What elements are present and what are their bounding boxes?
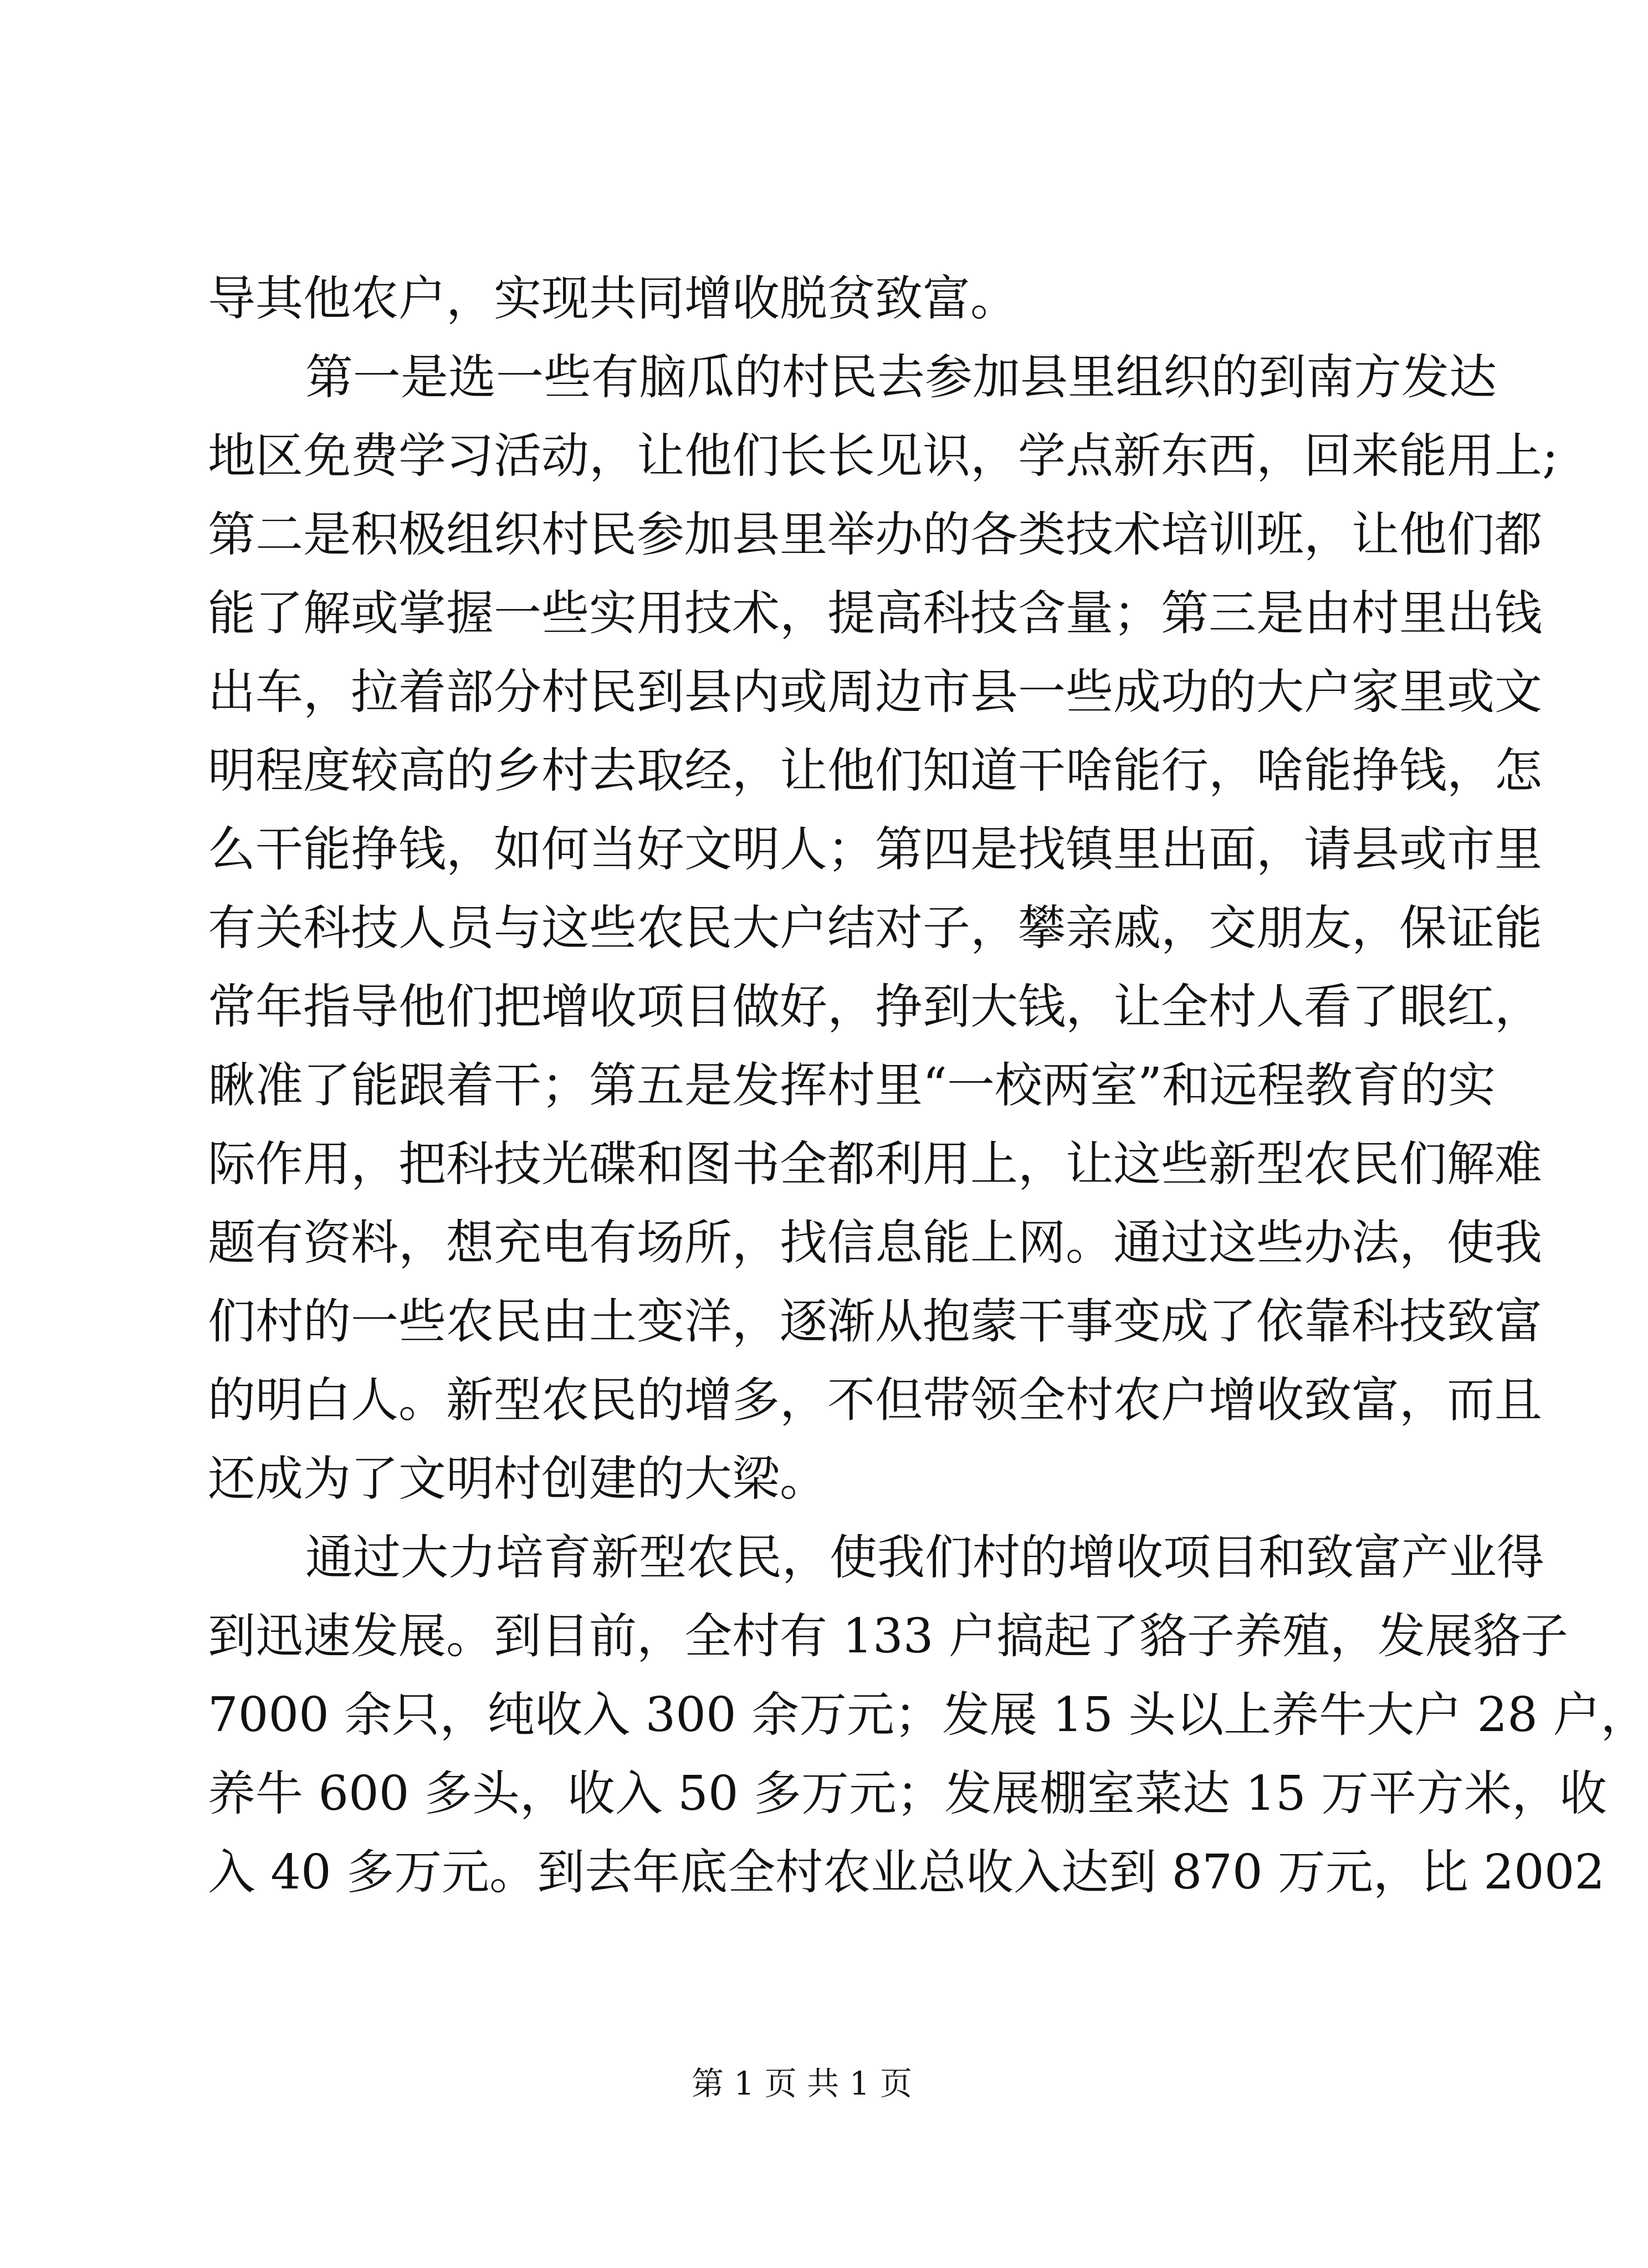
paragraph-line: 养牛 600 多头，收入 50 多万元；发展棚室菜达 15 万平方米，收 — [208, 1766, 1608, 1821]
paragraph-line: 有关科技人员与这些农民大户结对子，攀亲戚，交朋友，保证能 — [208, 900, 1542, 956]
paragraph-line: 地区免费学习活动，让他们长长见识，学点新东西，回来能用上; — [208, 428, 1558, 484]
paragraph-line: 瞅准了能跟着干；第五是发挥村里“一校两室”和远程教育的实 — [208, 1058, 1496, 1113]
paragraph-line: 第二是积极组织村民参加县里举办的各类技术培训班，让他们都 — [208, 507, 1542, 562]
paragraph-line: 际作用，把科技光碟和图书全都利用上，让这些新型农民们解难 — [208, 1136, 1542, 1192]
paragraph-line: 7000 余只，纯收入 300 余万元；发展 15 头以上养牛大户 28 户， — [208, 1687, 1648, 1743]
paragraph-line: 还成为了文明村创建的大梁。 — [208, 1451, 827, 1507]
paragraph-line: 们村的一些农民由土变洋，逐渐从抱蒙干事变成了依靠科技致富 — [208, 1294, 1542, 1349]
paragraph-line: 的明白人。新型农民的增多，不但带领全村农户增收致富，而且 — [208, 1373, 1542, 1428]
paragraph-line: 题有资料，想充电有场所，找信息能上网。通过这些办法，使我 — [208, 1215, 1542, 1271]
paragraph-line: 第一是选一些有脑瓜的村民去参加县里组织的到南方发达 — [305, 350, 1497, 405]
paragraph-line: 入 40 多万元。到去年底全村农业总收入达到 870 万元，比 2002 — [208, 1845, 1605, 1900]
paragraph-line: 到迅速发展。到目前，全村有 133 户搞起了貉子养殖，发展貉子 — [208, 1609, 1568, 1664]
paragraph-line: 能了解或掌握一些实用技术，提高科技含量；第三是由村里出钱 — [208, 586, 1542, 641]
paragraph-line: 明程度较高的乡村去取经，让他们知道干啥能行，啥能挣钱，怎 — [208, 743, 1542, 798]
paragraph-line: 常年指导他们把增收项目做好，挣到大钱，让全村人看了眼红， — [208, 979, 1542, 1035]
page-footer: 第 1 页 共 1 页 — [692, 2065, 912, 2102]
paragraph-line: 么干能挣钱，如何当好文明人；第四是找镇里出面，请县或市里 — [208, 822, 1542, 877]
document-body — [208, 259, 1648, 1912]
paragraph-line: 通过大力培育新型农民，使我们村的增收项目和致富产业得 — [305, 1530, 1544, 1585]
paragraph-line: 出车，拉着部分村民到县内或周边市县一些成功的大户家里或文 — [208, 664, 1542, 720]
paragraph-line: 导其他农户，实现共同增收脱贫致富。 — [208, 271, 1018, 326]
